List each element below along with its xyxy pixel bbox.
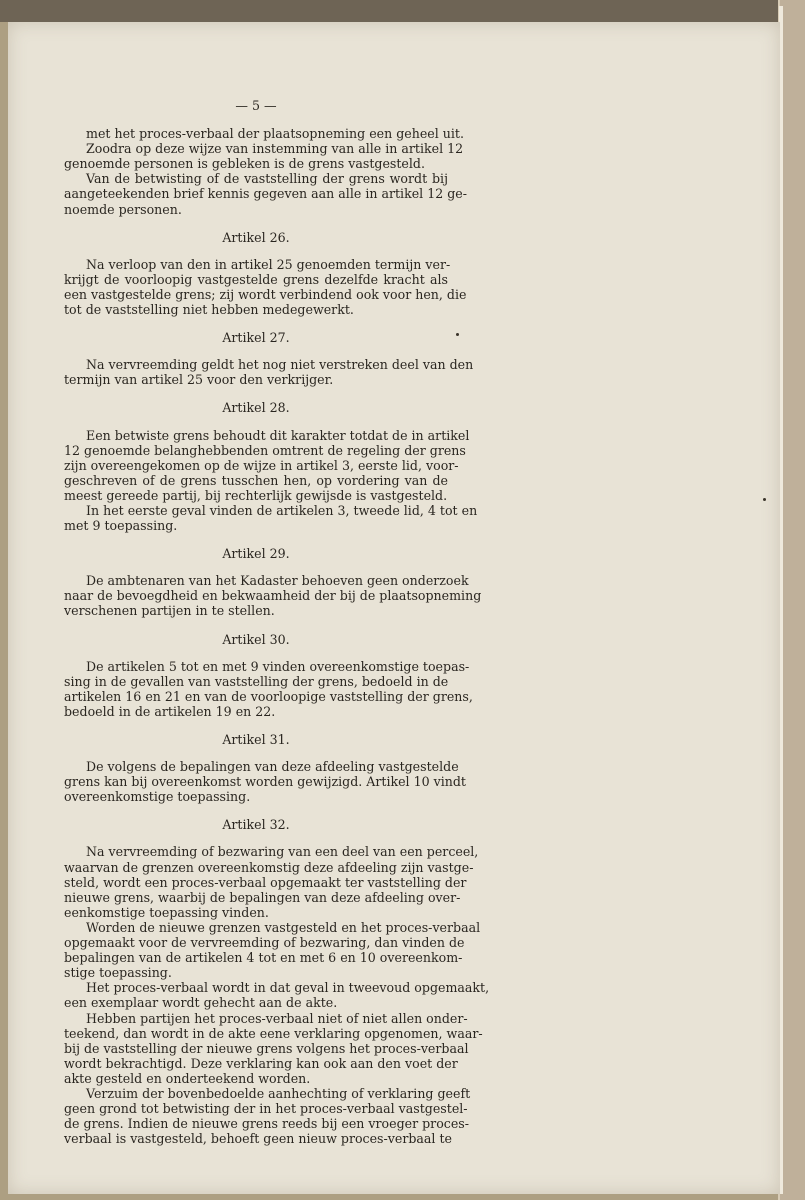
article-heading: Artikel 29.: [222, 546, 290, 562]
text-line: Van de betwisting of de vaststelling der grens wordt bij: [86, 171, 448, 187]
text-line: Een betwiste grens behoudt dit karakter totdat de in artikel: [86, 427, 470, 443]
paragraph: [64, 141, 464, 172]
text-line: In het eerste geval vinden de artikelen 3, tweede lid, 4 tot en: [86, 502, 478, 518]
text-line: De volgens de bepalingen van deze afdeeling vastgestelde: [86, 759, 459, 775]
paragraph: [64, 256, 467, 318]
scanner-background-top: [0, 0, 805, 22]
paragraph: [64, 126, 464, 142]
text-line: akte gesteld en onderteekend worden.: [64, 1070, 311, 1086]
text-line: met 9 toepassing.: [64, 518, 178, 534]
text-line: meest gereede partij, bij rechterlijk gewijsde is vastgesteld.: [64, 487, 448, 503]
speck-mark: [456, 333, 459, 336]
paragraph: [64, 573, 482, 619]
text-line: termijn van artikel 25 voor den verkrijger.: [64, 372, 334, 388]
text-line: de grens. Indien de nieuwe grens reeds bij een vroeger proces-: [64, 1116, 470, 1132]
text-line: wordt bekrachtigd. Deze verklaring kan ook aan den voet der: [64, 1055, 458, 1071]
article-heading: Artikel 31.: [222, 732, 290, 747]
text-line: Na vervreemding geldt het nog niet verstreken deel van den: [86, 357, 474, 373]
text-line: teekend, dan wordt in de akte eene verklaring opgenomen, waar-: [64, 1025, 483, 1041]
text-line: grens kan bij overeenkomst worden gewijzigd. Artikel 10 vindt: [64, 774, 466, 790]
text-line: Worden de nieuwe grenzen vastgesteld en het proces-verbaal: [86, 919, 481, 935]
text-line: steld, wordt een proces-verbaal opgemaakt ter vaststelling der: [64, 874, 467, 890]
article-heading: Artikel 28.: [222, 400, 290, 416]
text-line: noemde personen.: [64, 201, 182, 217]
text-line: zijn overeengekomen op de wijze in artikel 3, eerste lid, voor-: [64, 457, 459, 473]
text-line: bij de vaststelling der nieuwe grens volgens het proces-verbaal: [64, 1040, 469, 1056]
text-line: Zoodra op deze wijze van instemming van alle in artikel 12: [86, 141, 464, 157]
text-line: De ambtenaren van het Kadaster behoeven geen onderzoek: [86, 573, 469, 589]
text-line: sing in de gevallen van vaststelling der grens, bedoeld in de: [64, 673, 449, 689]
page-number: — 5 —: [235, 98, 277, 113]
text-line: een vastgestelde grens; zij wordt verbindend ook voor hen, die: [64, 286, 467, 302]
page-text: [64, 98, 490, 1147]
text-line: Hebben partijen het proces-verbaal niet of niet allen onder-: [86, 1010, 468, 1026]
article-heading: Artikel 30.: [222, 631, 290, 647]
text-line: bedoeld in de artikelen 19 en 22.: [64, 703, 276, 719]
body-text: [64, 126, 490, 1147]
text-line: waarvan de grenzen overeenkomstig deze afdeeling zijn vastge-: [64, 859, 474, 875]
speck-mark: [763, 498, 766, 501]
text-line: verbaal is vastgesteld, behoeft geen nieuw proces-verbaal te: [64, 1131, 452, 1147]
paragraph: [64, 502, 478, 534]
text-line: Het proces-verbaal wordt in dat geval in tweevoud opgemaakt,: [86, 980, 490, 996]
text-line: aangeteekenden brief kennis gegeven aan alle in artikel 12 ge-: [64, 186, 467, 202]
text-line: eenkomstige toepassing vinden.: [64, 904, 269, 920]
text-line: Na vervreemding of bezwaring van een deel van een perceel,: [86, 844, 479, 860]
text-line: met het proces-verbaal der plaatsopneming een geheel uit.: [86, 126, 464, 142]
text-line: nieuwe grens, waarbij de bepalingen van deze afdeeling over-: [64, 889, 461, 905]
paragraph: [64, 357, 474, 388]
paragraph: [64, 658, 473, 719]
text-line: naar de bevoegdheid en bekwaamheid der bij de plaatsopneming: [64, 588, 482, 604]
text-line: tot de vaststelling niet hebben medegewerkt.: [64, 302, 354, 318]
paragraph: [64, 919, 481, 981]
text-line: geen grond tot betwisting der in het proces-verbaal vastgestel-: [64, 1101, 468, 1117]
text-line: opgemaakt voor de vervreemding of bezwaring, dan vinden de: [64, 935, 465, 951]
text-line: 12 genoemde belanghebbenden omtrent de regeling der grens: [64, 442, 466, 458]
text-line: bepalingen van de artikelen 4 tot en met 6 en 10 overeenkom-: [64, 950, 463, 966]
text-line: genoemde personen is gebleken is de grens vastgesteld.: [64, 156, 425, 172]
text-line: stige toepassing.: [64, 965, 172, 981]
text-line: krijgt de voorloopig vastgestelde grens dezelfde kracht als: [64, 271, 448, 287]
paragraph: [64, 844, 479, 920]
text-line: artikelen 16 en 21 en van de voorloopige vaststelling der grens,: [64, 688, 473, 704]
article-heading: Artikel 32.: [222, 817, 290, 833]
paragraph: [64, 427, 470, 503]
paragraph: [64, 759, 466, 805]
text-line: geschreven of de grens tusschen hen, op vordering van de: [64, 472, 448, 488]
article-heading: Artikel 27.: [222, 330, 290, 346]
paragraph: [64, 980, 490, 1011]
article-heading: Artikel 26.: [222, 229, 290, 245]
text-line: een exemplaar wordt gehecht aan de akte.: [64, 995, 338, 1011]
text-line: Verzuim der bovenbedoelde aanhechting of verklaring geeft: [86, 1085, 471, 1101]
text-line: De artikelen 5 tot en met 9 vinden overeenkomstige toepas-: [86, 658, 470, 674]
text-line: verschenen partijen in te stellen.: [64, 603, 275, 619]
paragraph: [64, 171, 467, 217]
text-line: Na verloop van den in artikel 25 genoemden termijn ver-: [86, 256, 451, 272]
paragraph: [64, 1085, 471, 1147]
paragraph: [64, 1010, 483, 1086]
text-line: overeenkomstige toepassing.: [64, 789, 251, 805]
